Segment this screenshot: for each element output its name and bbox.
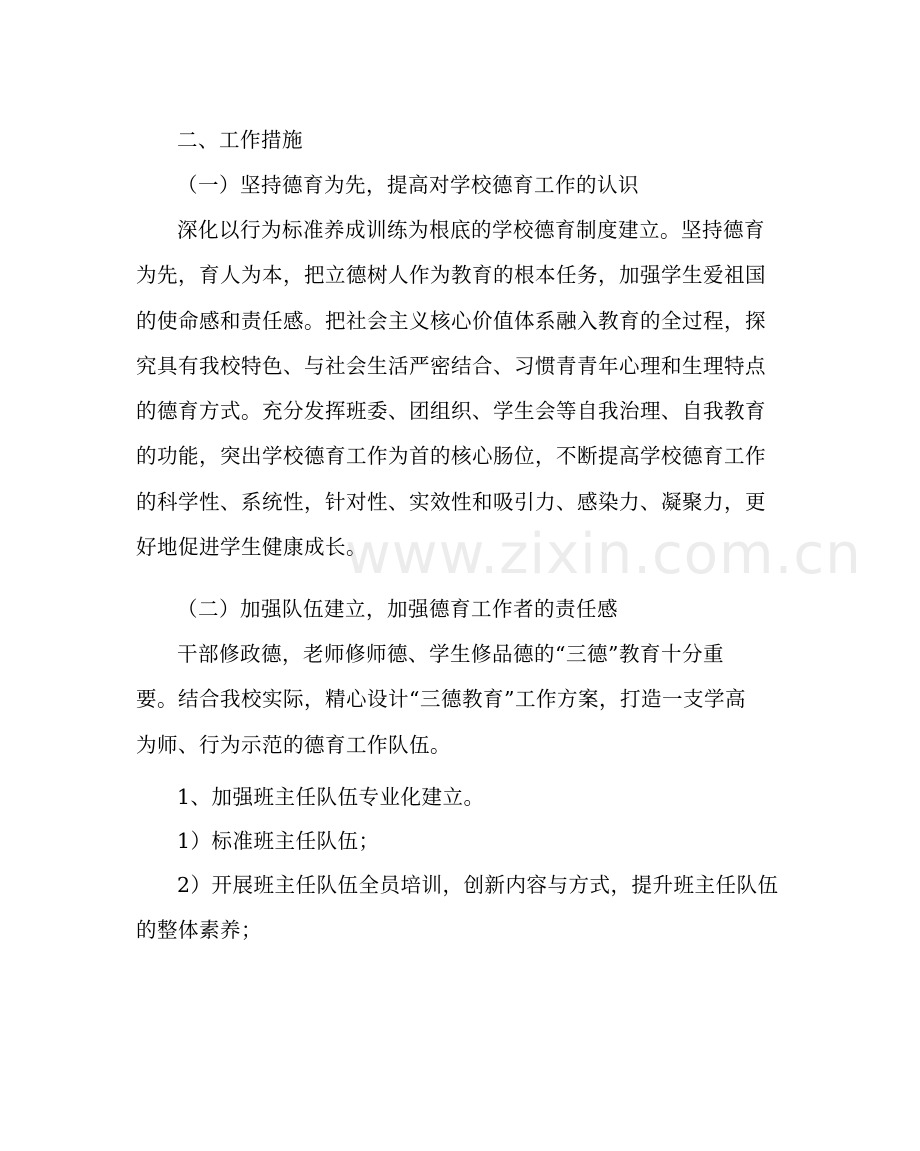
subsection-heading-2 bbox=[136, 587, 817, 632]
section-heading-text: 二、工作措施 bbox=[177, 128, 303, 152]
paragraph-1-line: 好地促进学生健康成长。 bbox=[136, 535, 367, 560]
paragraph-1-line: 究具有我校特色、与社会生活严密结合、习惯青青年心理和生理特点 bbox=[136, 353, 766, 378]
watermark: www.zixin.com.cn bbox=[345, 522, 862, 587]
paragraph-1-line: 为先，育人为本，把立德树人作为教育的根本任务，加强学生爱祖国 bbox=[136, 263, 766, 288]
list-item-1-2-line: 2）开展班主任队伍全员培训，创新内容与方式，提升班主任队伍 bbox=[177, 873, 779, 897]
subsection-heading-1 bbox=[136, 163, 817, 208]
paragraph-1-line: 的科学性、系统性，针对性、实效性和吸引力、感染力、凝聚力，更 bbox=[136, 489, 766, 514]
list-item-1 bbox=[136, 775, 817, 820]
subsection-heading-1-text: （一）坚持德育为先，提高对学校德育工作的认识 bbox=[177, 173, 639, 197]
list-item-1-2 bbox=[136, 863, 779, 954]
subsection-heading-2-text: （二）加强队伍建立，加强德育工作者的责任感 bbox=[177, 597, 618, 621]
paragraph-1-line: 的使命感和责任感。把社会主义核心价值体系融入教育的全过程，探 bbox=[136, 308, 766, 333]
paragraph-2-line: 为师、行为示范的德育工作队伍。 bbox=[136, 732, 451, 757]
paragraph-1-line: 的功能，突出学校德育工作为首的核心肠位，不断提高学校德育工作 bbox=[136, 444, 766, 469]
list-item-1-1-text: 1）标准班主任队伍； bbox=[177, 829, 380, 853]
paragraph-1 bbox=[136, 208, 776, 570]
paragraph-2-line: 干部修政德，老师修师德、学生修品德的“三德”教育十分重 bbox=[177, 642, 724, 666]
section-heading bbox=[136, 118, 817, 163]
list-item-1-2-line: 的整体素养； bbox=[136, 918, 262, 943]
paragraph-1-line: 深化以行为标准养成训练为根底的学校德育制度建立。坚持德育 bbox=[177, 218, 765, 242]
list-item-1-text: 1、加强班主任队伍专业化建立。 bbox=[177, 785, 485, 809]
list-item-1-1 bbox=[136, 819, 817, 864]
paragraph-2 bbox=[136, 632, 776, 768]
paragraph-1-line: 的德育方式。充分发挥班委、团组织、学生会等自我治理、自我教育 bbox=[136, 399, 766, 424]
paragraph-2-line: 要。结合我校实际，精心设计“三德教育”工作方案，打造一支学高 bbox=[136, 687, 746, 712]
